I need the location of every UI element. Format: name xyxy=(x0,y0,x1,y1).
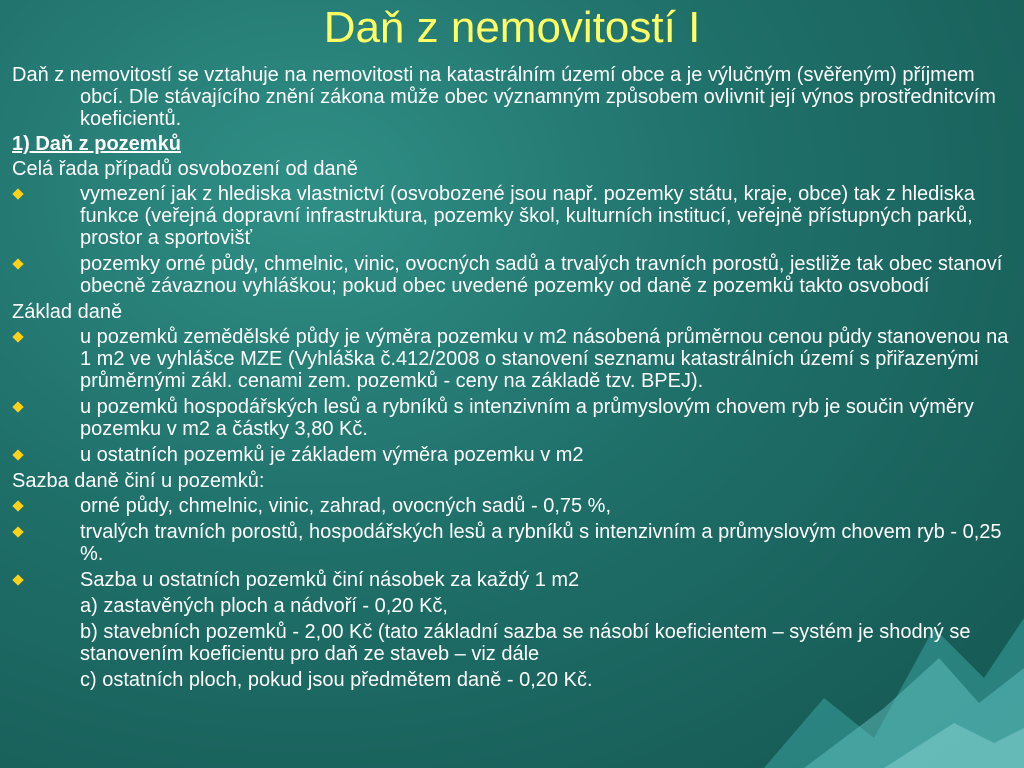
rate-subitem: c) ostatních ploch, pokud jsou předmětem daně - 0,20 Kč. xyxy=(80,669,593,691)
section-heading-land-tax: 1) Daň z pozemků xyxy=(12,133,181,155)
diamond-bullet-icon xyxy=(12,401,23,412)
exemption-item: vymezení jak z hlediska vlastnictví (osvobozené jsou např. pozemky státu, kraje, obce) tak z hlediska funkce (veřejná dopravní infrastruktura, pozemky škol, kulturních institucí, veřejně přístupných parků, prostor a sportovišť xyxy=(12,183,1012,249)
slide-title: Daň z nemovitostí I xyxy=(323,3,701,52)
diamond-bullet-icon xyxy=(12,331,23,342)
intro-paragraph: Daň z nemovitostí se vztahuje na nemovitosti na katastrálním území obce a je výlučným (svěřeným) příjmem obcí. Dle stávajícího znění zákona může obec významným způsobem ovlivnit její výnos prostřednitcvím koeficientů. xyxy=(12,64,996,130)
rate-item: Sazba u ostatních pozemků činí násobek za každý 1 m2 xyxy=(12,569,1012,591)
exemption-item: pozemky orné půdy, chmelnic, vinic, ovocných sadů a trvalých travních porostů, jestliže tak obec stanoví obecně závaznou vyhláškou; pokud obec uvedené pozemky od daně z pozemků takto osvobodí xyxy=(12,253,1012,297)
base-heading: Základ daně xyxy=(12,301,123,323)
diamond-bullet-icon xyxy=(12,500,23,511)
diamond-bullet-icon xyxy=(12,526,23,537)
exemption-heading: Celá řada případů osvobození od daně xyxy=(12,158,358,180)
diamond-bullet-icon xyxy=(12,574,23,585)
rate-item: trvalých travních porostů, hospodářských lesů a rybníků s intenzivním a průmyslovým chovem ryb - 0,25 %. xyxy=(12,521,1012,565)
rate-heading: Sazba daně činí u pozemků: xyxy=(12,470,265,492)
diamond-bullet-icon xyxy=(12,258,23,269)
diamond-bullet-icon xyxy=(12,449,23,460)
rate-item: orné půdy, chmelnic, vinic, zahrad, ovocných sadů - 0,75 %, xyxy=(12,495,1012,517)
diamond-bullet-icon xyxy=(12,188,23,199)
rate-subitem: b) stavebních pozemků - 2,00 Kč (tato základní sazba se násobí koeficientem – systém je shodný se stanovením koeficientu pro daň ze staveb – viz dále xyxy=(80,621,971,665)
rate-subitem: a) zastavěných ploch a nádvoří - 0,20 Kč, xyxy=(80,595,448,617)
base-item: u ostatních pozemků je základem výměra pozemku v m2 xyxy=(12,444,1012,466)
slide-content xyxy=(12,64,1012,695)
base-item: u pozemků zemědělské půdy je výměra pozemku v m2 násobená průměrnou cenou půdy stanovenou na 1 m2 ve vyhlášce MZE (Vyhláška č.412/2008 o stanovení seznamu katastrálních území s přiřazenými průměrnými zákl. cenami zem. pozemků - ceny na základě tzv. BPEJ). xyxy=(12,326,1012,392)
base-item: u pozemků hospodářských lesů a rybníků s intenzivním a průmyslovým chovem ryb je součin výměry pozemku v m2 a částky 3,80 Kč. xyxy=(12,396,1012,440)
